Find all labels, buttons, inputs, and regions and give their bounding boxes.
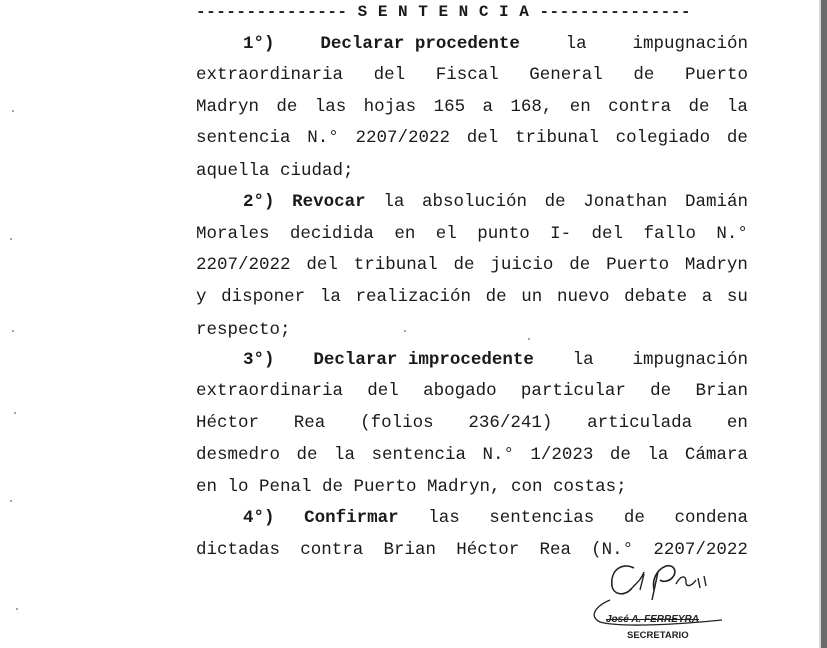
text-token: Fiscal	[435, 65, 499, 85]
text-token: respecto;	[196, 320, 291, 340]
signatory-name: José A. FERREYRA	[606, 614, 699, 625]
text-token: Puerto	[606, 255, 670, 275]
text-line	[243, 32, 748, 56]
text-token: de	[569, 255, 591, 275]
text-token: de	[276, 97, 298, 117]
text-token: N.°	[716, 224, 748, 244]
text-token: abogado	[423, 381, 497, 401]
text-token: punto	[477, 224, 530, 244]
text-token: Damián	[684, 192, 748, 212]
text-token: (N.°	[591, 540, 634, 560]
text-token: Revocar	[292, 192, 366, 212]
text-token: a	[701, 287, 713, 307]
text-line	[196, 318, 748, 342]
text-token: 4°)	[243, 508, 275, 528]
text-token: de	[650, 381, 672, 401]
text-token: dictadas	[196, 540, 281, 560]
text-token: y	[196, 287, 207, 307]
text-line	[243, 506, 748, 530]
text-line	[196, 126, 748, 150]
text-token: juicio	[490, 255, 554, 275]
text-token: 3°)	[243, 350, 275, 370]
text-token: 2207/2022	[196, 255, 291, 275]
text-token: decidida	[289, 224, 374, 244]
text-token: N.°	[482, 445, 514, 465]
text-token: 168,	[510, 97, 553, 117]
text-token: articulada	[587, 413, 693, 433]
text-token: realización	[355, 287, 471, 307]
scan-speck	[10, 500, 12, 502]
text-token: de	[726, 128, 748, 148]
text-token: del	[373, 65, 406, 85]
text-line	[196, 253, 748, 277]
text-line	[196, 443, 748, 467]
text-token: sentencias	[489, 508, 595, 528]
text-token: nuevo	[556, 287, 610, 307]
text-line	[196, 95, 748, 119]
text-token: sentencia	[196, 128, 291, 148]
text-token: impugnación	[632, 34, 748, 54]
text-token: la	[383, 192, 405, 212]
text-token: (folios	[360, 413, 434, 433]
text-token: extraordinaria	[196, 65, 344, 85]
text-line	[196, 63, 748, 87]
text-token: Declarar procedente	[320, 34, 520, 54]
text-token: Declarar improcedente	[313, 350, 534, 370]
text-token: 2207/2022	[653, 540, 748, 560]
text-token: aquella ciudad;	[196, 161, 354, 181]
text-token: Puerto	[684, 65, 748, 85]
text-token: la	[647, 445, 669, 465]
text-line	[196, 379, 748, 403]
text-token: en	[726, 413, 748, 433]
text-token: Rea	[539, 540, 571, 560]
text-token: Brian	[383, 540, 436, 560]
sentence-heading: --------------- S E N T E N C I A ---------------	[196, 3, 691, 21]
scan-speck	[528, 338, 530, 340]
text-token: de	[633, 65, 655, 85]
text-token: 165	[433, 97, 466, 117]
text-token: en	[569, 97, 591, 117]
text-token: Héctor	[196, 413, 260, 433]
text-token: la	[333, 445, 355, 465]
text-token: disponer	[221, 287, 306, 307]
text-token: del	[466, 128, 499, 148]
scan-edge	[821, 0, 827, 648]
text-token: de	[688, 97, 710, 117]
scan-speck	[16, 608, 18, 610]
text-token: el	[435, 224, 457, 244]
text-token: la	[572, 350, 594, 370]
scan-speck	[404, 330, 406, 332]
text-token: la	[319, 287, 341, 307]
text-token: la	[726, 97, 748, 117]
text-token: Madryn	[196, 97, 260, 117]
text-token: tribunal	[514, 128, 599, 148]
text-token: en	[394, 224, 416, 244]
text-token: de	[609, 445, 631, 465]
scan-speck	[12, 330, 14, 332]
text-token: fallo	[643, 224, 696, 244]
text-token: tribunal	[353, 255, 438, 275]
signatory-role: SECRETARIO	[627, 630, 689, 641]
text-token: en lo Penal de Puerto Madryn, con costas;	[196, 477, 627, 497]
text-token: hojas	[363, 97, 417, 117]
text-token: impugnación	[632, 350, 748, 370]
text-token: del	[367, 381, 399, 401]
text-token: sentencia	[371, 445, 466, 465]
text-token: General	[529, 65, 603, 85]
text-token: las	[428, 508, 460, 528]
text-token: Cámara	[684, 445, 748, 465]
text-token: Confirmar	[304, 508, 399, 528]
text-token: 1/2023	[530, 445, 594, 465]
text-token: de	[544, 192, 566, 212]
text-line	[196, 285, 748, 309]
text-token: extraordinaria	[196, 381, 344, 401]
text-line	[196, 411, 748, 435]
text-token: 2°)	[243, 192, 275, 212]
text-token: de	[485, 287, 507, 307]
text-token: las	[314, 97, 347, 117]
text-token: de	[623, 508, 645, 528]
text-token: su	[726, 287, 748, 307]
text-token: de	[453, 255, 475, 275]
text-token: Rea	[293, 413, 326, 433]
text-token: colegiado	[615, 128, 711, 148]
text-line	[243, 190, 748, 214]
text-line	[196, 538, 748, 562]
text-token: Brian	[695, 381, 748, 401]
text-token: de	[296, 445, 318, 465]
text-token: particular	[520, 381, 626, 401]
text-token: debate	[624, 287, 688, 307]
scan-speck	[14, 412, 16, 414]
text-line	[196, 475, 748, 499]
text-token: la	[565, 34, 587, 54]
text-token: desmedro	[196, 445, 281, 465]
text-token: Madryn	[684, 255, 748, 275]
text-token: I-	[550, 224, 572, 244]
text-token: N.°	[307, 128, 339, 148]
text-token: un	[521, 287, 543, 307]
text-token: Jonathan	[583, 192, 668, 212]
text-token: contra	[300, 540, 364, 560]
text-line	[243, 348, 748, 372]
text-token: 1°)	[243, 34, 275, 54]
text-line	[196, 222, 748, 246]
text-token: del	[306, 255, 338, 275]
text-token: del	[591, 224, 624, 244]
scan-speck	[12, 110, 14, 112]
text-token: 2207/2022	[355, 128, 450, 148]
text-token: a	[482, 97, 493, 117]
text-line	[196, 159, 748, 183]
text-token: absolución	[421, 192, 527, 212]
scan-speck	[10, 238, 12, 240]
text-token: contra	[608, 97, 672, 117]
text-token: Héctor	[456, 540, 520, 560]
text-token: Morales	[196, 224, 270, 244]
text-token: 236/241)	[468, 413, 553, 433]
text-token: condena	[674, 508, 748, 528]
